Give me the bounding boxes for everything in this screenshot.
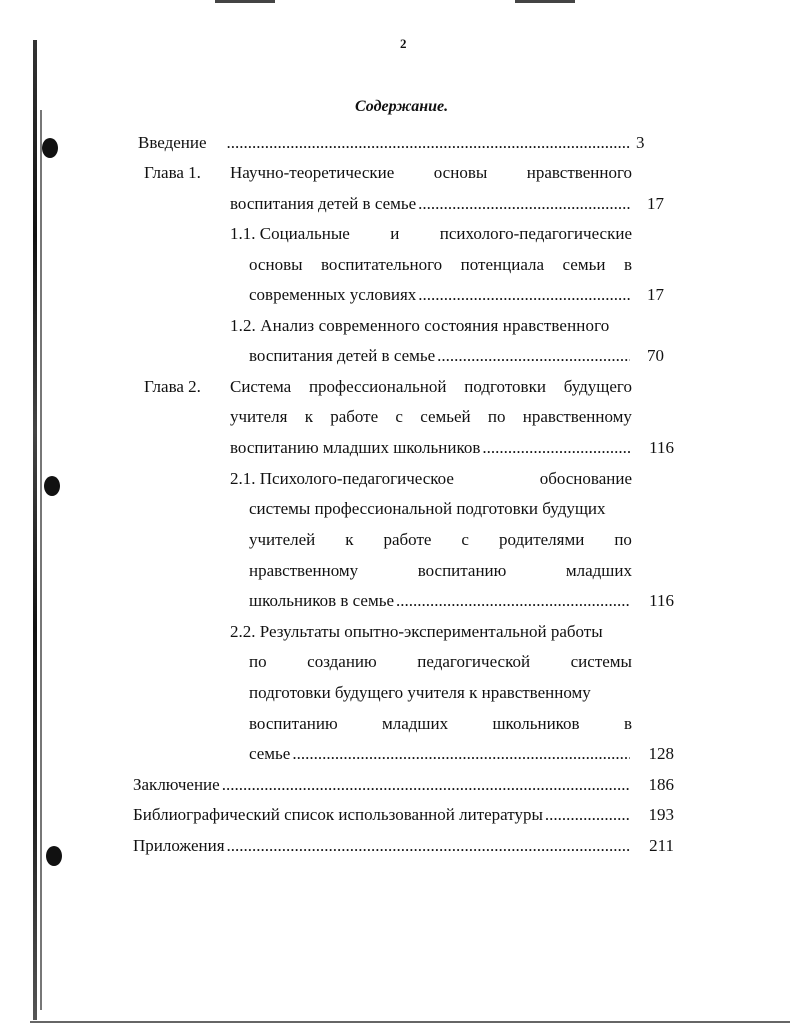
toc-page-number: 116	[649, 591, 674, 610]
toc-page-number: 17	[647, 285, 664, 304]
word: созданию	[307, 652, 377, 671]
leader-dots	[396, 590, 630, 612]
toc-entry-label: Библиографический список использованной литературы	[133, 805, 543, 824]
word: педагогической	[417, 652, 531, 671]
toc-entry-label: воспитания детей в семье	[249, 346, 436, 365]
leader-dots	[437, 345, 630, 367]
toc-entry-s21-line	[249, 529, 632, 551]
toc-entry-ch2-line	[230, 406, 632, 428]
word: по	[614, 530, 632, 549]
toc-page-number: 17	[647, 194, 664, 213]
word: Система	[230, 377, 292, 396]
word: младших	[565, 561, 632, 580]
toc-entry-ch1[interactable]	[230, 193, 630, 215]
word: семьи	[562, 255, 606, 274]
word: к	[345, 530, 354, 549]
leader-dots	[418, 284, 630, 306]
leader-dots	[227, 132, 630, 154]
word: 2.1. Психолого-педагогическое	[230, 469, 454, 488]
toc-page-number: 116	[649, 438, 674, 457]
word: с	[461, 530, 469, 549]
word: психолого-педагогические	[439, 224, 632, 243]
toc-page-number: 70	[647, 346, 664, 365]
toc-entry-s21-line	[249, 560, 632, 582]
toc-entry-label: школьников в семье	[249, 591, 394, 610]
toc-page-number: 3	[636, 133, 645, 152]
word: подготовки	[464, 377, 546, 396]
toc-entry-s21-line: системы профессиональной подготовки будущих	[249, 499, 606, 518]
word: 1.1. Социальные	[230, 224, 350, 243]
toc-page-number: 186	[648, 775, 674, 794]
word: семьей	[420, 407, 471, 426]
toc-entry-s12-line: 1.2. Анализ современного состояния нравственного	[230, 316, 610, 335]
word: школьников	[492, 714, 580, 733]
word: в	[623, 714, 632, 733]
toc-entry-label: семье	[249, 744, 291, 763]
leader-dots	[482, 437, 630, 459]
leader-dots	[292, 743, 630, 765]
leader-dots	[222, 774, 630, 796]
word: в	[623, 255, 632, 274]
toc-entry-s22-line	[249, 651, 632, 673]
word: учителей	[249, 530, 316, 549]
toc-title: Содержание.	[355, 98, 449, 115]
toc-entry-ch2-line	[230, 376, 632, 398]
toc-entry-bibliography[interactable]	[133, 804, 630, 826]
toc-page-number: 193	[648, 805, 674, 824]
leader-dots	[418, 193, 630, 215]
word: учителя	[230, 407, 288, 426]
toc-entry-label: Приложения	[133, 836, 225, 855]
word: профессиональной	[308, 377, 447, 396]
word: работе	[383, 530, 432, 549]
toc-page-number: 128	[648, 744, 674, 763]
toc-entry-label: воспитанию младших школьников	[230, 438, 481, 457]
toc-entry-s22[interactable]	[249, 743, 630, 765]
word: воспитанию	[417, 561, 507, 580]
page-number: 2	[400, 36, 407, 51]
toc-entry-s21[interactable]	[249, 590, 630, 612]
word: будущего	[563, 377, 632, 396]
word: по	[487, 407, 506, 426]
toc-entry-intro[interactable]	[138, 132, 630, 154]
word: воспитанию	[249, 714, 338, 733]
toc-entry-appendix[interactable]	[133, 835, 630, 857]
word: нравственному	[522, 407, 632, 426]
toc-entry-s11-line	[230, 223, 632, 245]
leader-dots	[545, 804, 630, 826]
toc-entry-s22-line	[249, 713, 632, 735]
toc-entry-label: современных условиях	[249, 285, 417, 304]
word: младших	[382, 714, 449, 733]
word: с	[395, 407, 403, 426]
toc-entry-s11[interactable]	[249, 284, 630, 306]
word: Научно-теоретические	[230, 163, 395, 182]
toc-entry-s12[interactable]	[249, 345, 630, 367]
toc-entry-conclusion[interactable]	[133, 774, 630, 796]
word: нравственного	[526, 163, 632, 182]
toc-entry-label: воспитания детей в семье	[230, 194, 417, 213]
toc-entry-ch2[interactable]	[230, 437, 630, 459]
word: потенциала	[460, 255, 545, 274]
word: работе	[330, 407, 379, 426]
toc-entry-label: Заключение	[133, 775, 220, 794]
leader-dots	[227, 835, 630, 857]
toc-entry-ch1-line	[230, 162, 632, 184]
word: и	[390, 224, 400, 243]
chapter-label: Глава 2.	[144, 377, 201, 396]
toc-page-number: 211	[649, 836, 674, 855]
toc-entry-s22-line: 2.2. Результаты опытно-экспериментальной работы	[230, 622, 603, 641]
word: основы	[433, 163, 488, 182]
word: нравственному	[249, 561, 359, 580]
word: к	[304, 407, 313, 426]
word: родителями	[498, 530, 585, 549]
word: обоснование	[539, 469, 632, 488]
toc-entry-s22-line: подготовки будущего учителя к нравственному	[249, 683, 591, 702]
toc-entry-label: Введение	[138, 133, 207, 152]
word: основы	[249, 255, 303, 274]
toc-entry-s21-line	[230, 468, 632, 490]
word: по	[249, 652, 267, 671]
chapter-label: Глава 1.	[144, 163, 201, 182]
word: системы	[570, 652, 632, 671]
word: воспитательного	[321, 255, 443, 274]
toc-entry-s11-line	[249, 254, 632, 276]
